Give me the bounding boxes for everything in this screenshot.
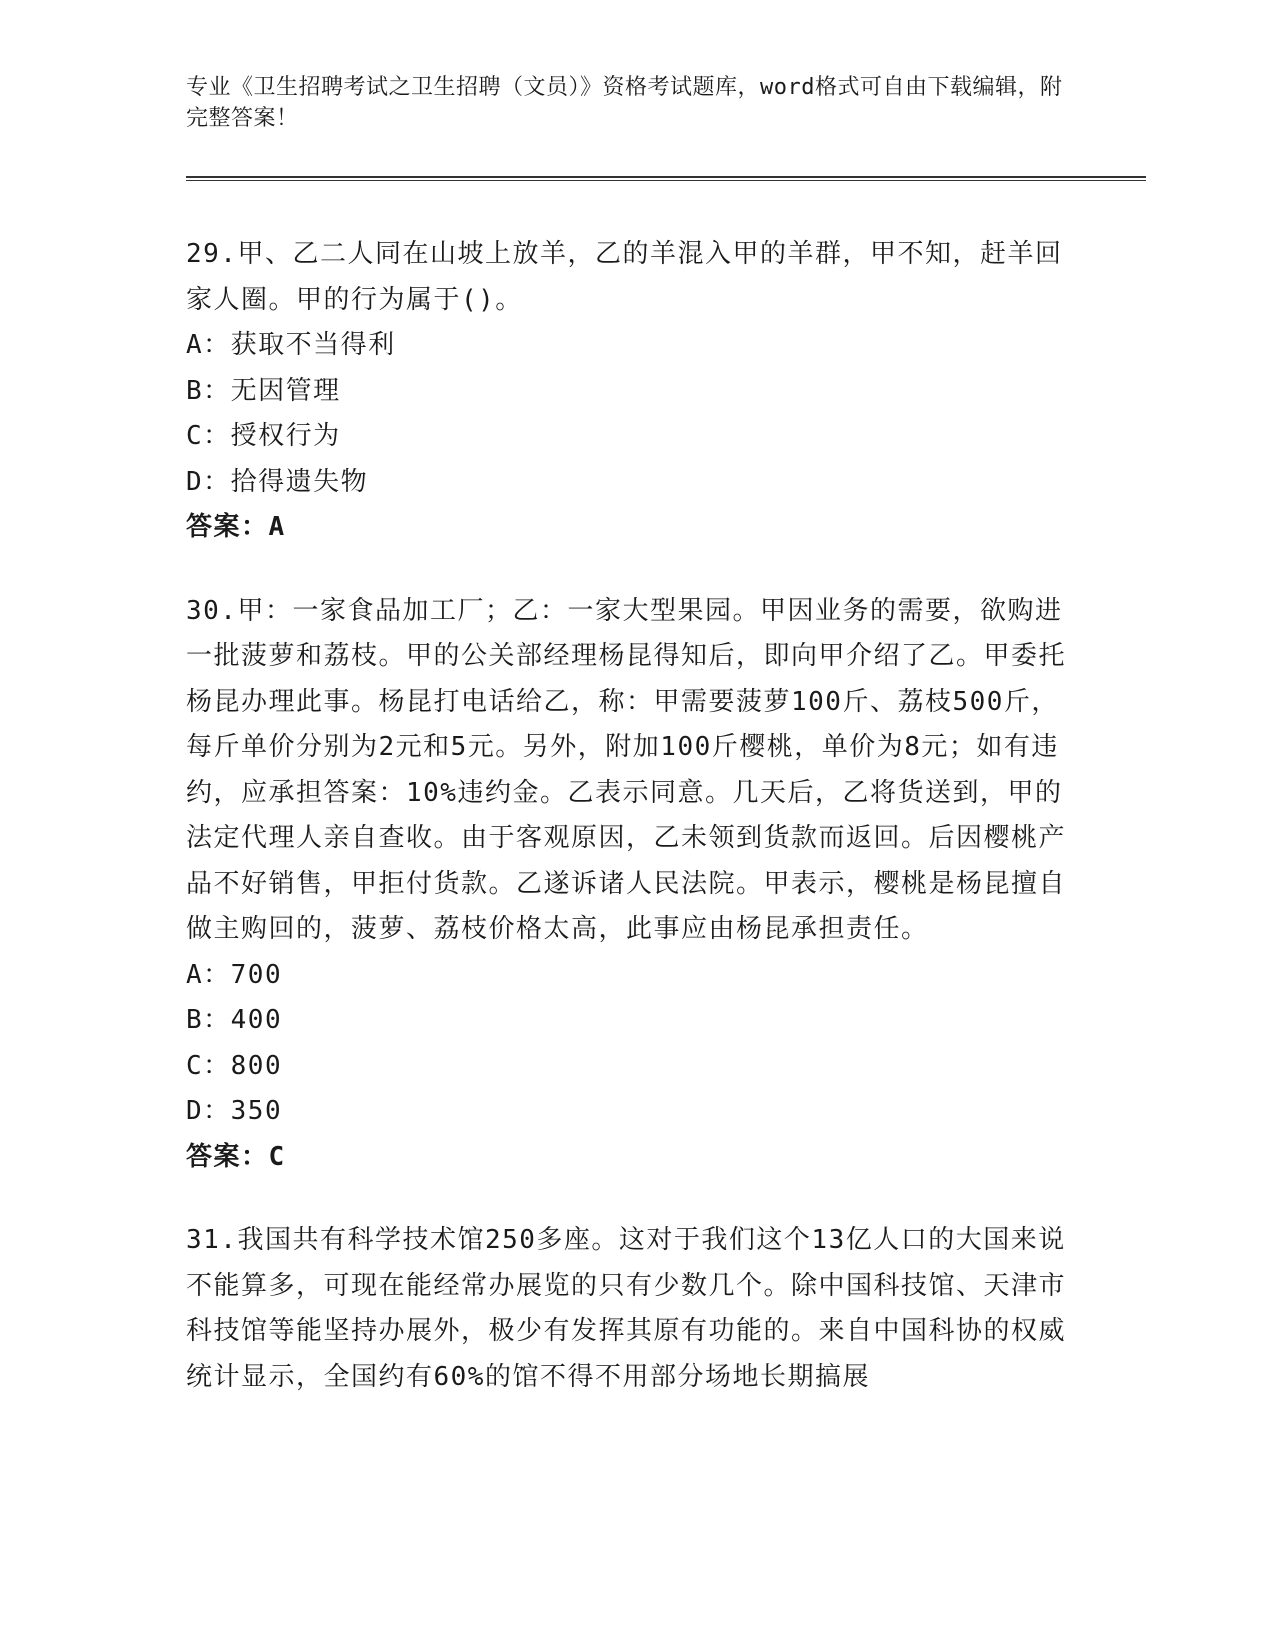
option-c: C：授权行为 <box>186 421 341 451</box>
answer: 答案：A <box>186 512 286 542</box>
question-29 <box>186 232 1086 551</box>
question-text: 29.甲、乙二人同在山坡上放羊，乙的羊混入甲的羊群，甲不知，赶羊回家人圈。甲的行为属于()。 <box>186 239 1063 315</box>
option-b: B：400 <box>186 1005 283 1035</box>
option-a: A：700 <box>186 959 283 990</box>
option-d: D：350 <box>186 1096 283 1126</box>
option-b: B：无因管理 <box>186 375 341 406</box>
header-divider <box>186 176 1146 181</box>
document-header: 专业《卫生招聘考试之卫生招聘（文员）》资格考试题库，word格式可自由下载编辑，附完整答案！ <box>186 75 1063 131</box>
option-a: A：获取不当得利 <box>186 330 396 360</box>
question-31 <box>186 1218 1086 1400</box>
option-c: C：800 <box>186 1050 283 1081</box>
question-text: 30.甲：一家食品加工厂；乙：一家大型果园。甲因业务的需要，欲购进一批菠萝和荔枝。甲的公关部经理杨昆得知后，即向甲介绍了乙。甲委托杨昆办理此事。杨昆打电话给乙，称：甲需要菠萝100斤、荔枝500斤，每斤单价分别为2元和5元。另外，附加100斤樱桃，单价为8元；如有违约，应承担答案：10%违约金。乙表示同意。几天后，乙将货送到，甲的法定代理人亲自查收。由于客观原因，乙未领到货款而返回。后因樱桃产品不好销售，甲拒付货款。乙遂诉诸人民法院。甲表示，樱桃是杨昆擅自做主购回的，菠萝、荔枝价格太高，此事应由杨昆承担责任。 <box>186 595 1067 944</box>
question-list <box>186 232 1086 1438</box>
option-d: D：拾得遗失物 <box>186 466 369 497</box>
question-text: 31.我国共有科学技术馆250多座。这对于我们这个13亿人口的大国来说不能算多，可现在能经常办展览的只有少数几个。除中国科技馆、天津市科技馆等能坚持办展外，极少有发挥其原有功能的。来自中国科协的权威统计显示，全国约有60%的馆不得不用部分场地长期搞展 <box>186 1225 1067 1392</box>
question-30 <box>186 589 1086 1181</box>
answer: 答案：C <box>186 1141 286 1172</box>
